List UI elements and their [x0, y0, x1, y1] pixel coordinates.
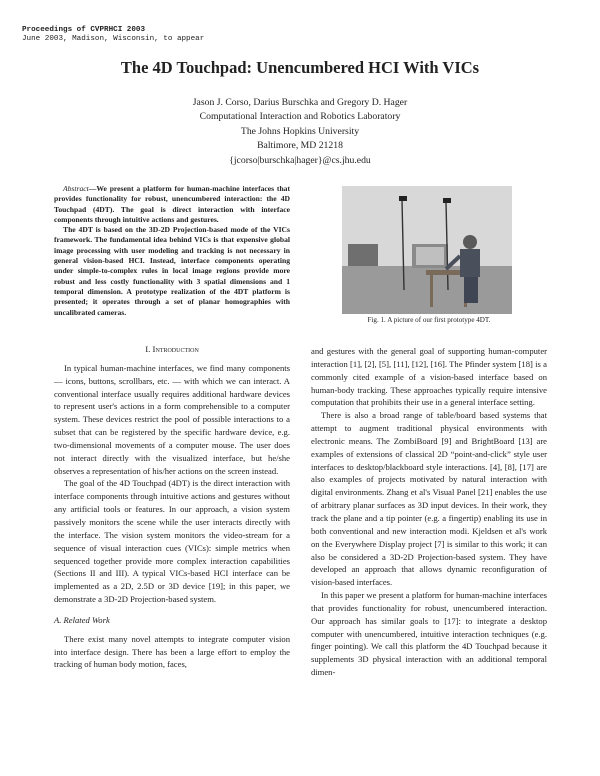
author-university: The Johns Hopkins University: [240, 125, 360, 137]
author-email: {jcorso|burschka|hager}@cs.jhu.edu: [229, 154, 371, 166]
paper-title: The 4D Touchpad: Unencumbered HCI With VICs: [120, 58, 480, 77]
right-paragraph-3: In this paper we present a platform for human-machine interfaces that provides functionality for robust, unencumbered interaction. Our approach has similar goals to [17]: to integrate a desktop computer with unencumbered, intuitive interaction techniques (e.g. finger pointing). We call this platform the 4D Touchpad because it supplements 3D physical interaction with an additional temporal dimen-: [311, 590, 547, 678]
author-block: [0, 96, 600, 168]
abstract-lead: Abstract: [63, 184, 89, 193]
abstract: [54, 184, 290, 318]
subsection-heading-related-work: A. Related Work: [54, 614, 110, 625]
abstract-paragraph-2: The 4DT is based on the 3D-2D Projection-based mode of the VICs framework. The fundamental idea behind VICs is that expensive global image processing with user modeling and tracking is not necessary in general vision-based HCI. Instead, interface components operating under simple-to-complex rules in local image regions provide more robust and less costly functionality with 3 spatial dimensions and 1 temporal dimension. A prototype realization of the 4DT platform is presented; it operates through a set of planar homographies with uncalibrated cameras.: [54, 225, 290, 317]
section-heading-introduction: I. Introduction: [145, 344, 199, 354]
figure-caption: Fig. 1. A picture of our first prototype 4DT.: [367, 316, 491, 324]
prototype-photo-graphic: [342, 186, 512, 314]
proceedings-header: Proceedings of CVPRHCI 2003: [22, 26, 146, 34]
venue-line: June 2003, Madison, Wisconsin, to appear: [22, 35, 205, 43]
author-names: Jason J. Corso, Darius Burschka and Gregory D. Hager: [192, 97, 408, 108]
right-paragraph-1: and gestures with the general goal of supporting human-computer interaction [1], [2], [5], [11], [12], [16]. The Pfinder system [18] is a commonly cited example of a vision-based interface based on human-body tracking. These approaches typically require intensive computation that prohibits their use in a general interface setting.: [311, 346, 547, 408]
related-paragraph-1: There exist many novel attempts to integrate computer vision into interface design. There has been a large effort to employ the tracking of human body motion, faces,: [54, 633, 290, 670]
intro-paragraph-1: In typical human-machine interfaces, we find many components — icons, buttons, scrollbars, etc. — with which we can interact. A conventional interface usually requires additional hardware devices to represent user's actions in a form comprehensible to a computer system. These devices restrict the pool of possible interactions to a subset that can be registered by the specific hardware device, e.g. two-dimensional movements of a computer mouse. The user does not interact directly with the visualized interface, but he/she observes a representation of his/her actions on the screen instead.: [54, 362, 290, 476]
left-column: [54, 343, 290, 671]
right-column: [311, 345, 547, 679]
author-address: Baltimore, MD 21218: [257, 140, 343, 152]
right-paragraph-2: There is also a broad range of table/board based systems that attempt to augment traditional physical environments with electronic means. The ZombiBoard [9] and BrightBoard [13] are examples of extensions of classical 2D “point-and-click” style user interfaces to desktop/blackboard style interactions. [4], [8], [17] are also examples of projects motivated by natural interaction with digital environments. Zhang et al's Visual Panel [21] enables the use of arbitrary planar surfaces as 3D input devices. In their work, they track the plane and a tip pointer (e.g. a fingertip) enabling its use in both conventional and new interaction modi. Kjeldsen et al's work on the Everywhere Display project [7] is similar to this work; it can also be considered a 3D-2D Projection-based system. They have developed an approach that allows dynamic reconfiguration of vision-based interfaces.: [311, 410, 547, 588]
abstract-paragraph-1: —We present a platform for human-machine interfaces that provides functionality for robust, unencumbered interaction: the 4D Touchpad (4DT). The goal is direct interaction with interface components through intuitive actions and gestures.: [54, 184, 290, 224]
intro-paragraph-2: The goal of the 4D Touchpad (4DT) is the direct interaction with interface components through intuitive actions and gestures without any artificial tools or features. In our approach, a vision system passively monitors the scene while the user interacts directly with the interface. The vision system monitors the video-stream for a sequence of visual interaction cues (VICs): simple metrics when sequenced together provide more complex interaction capabilities (Sections II and III). A typical VICs-based HCI interface can be implemented as a 2D, 2.5D or 3D device [19]; in this paper, we demonstrate a 3D-2D Projection-based system.: [54, 478, 290, 605]
prototype-photo: [342, 186, 512, 314]
author-lab: Computational Interaction and Robotics Laboratory: [199, 111, 401, 123]
